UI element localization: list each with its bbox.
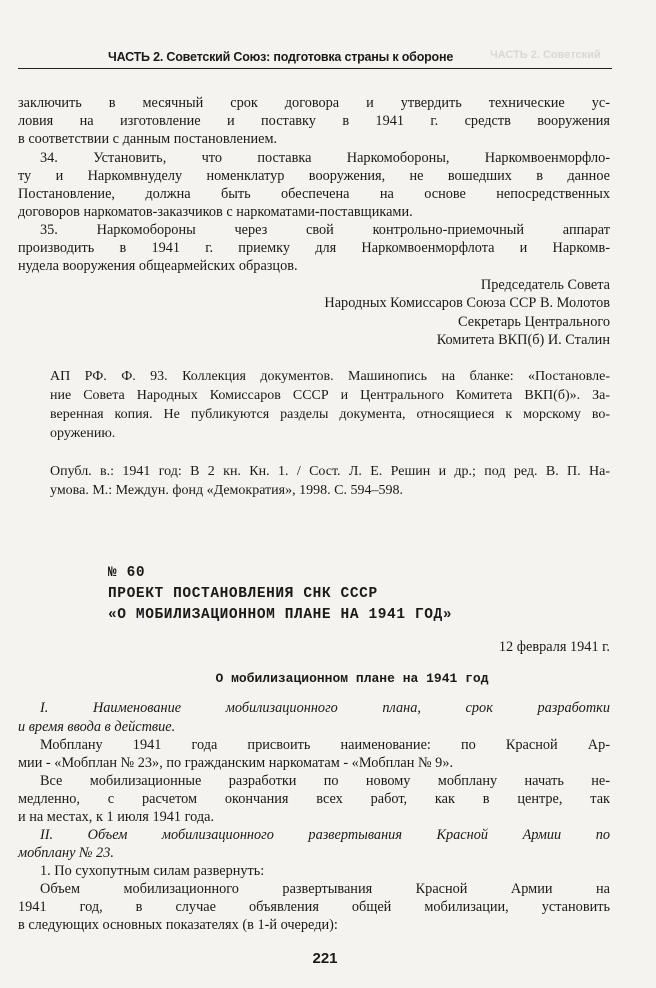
signature-line: Народных Комиссаров Союза ССР В. Молотов bbox=[324, 295, 610, 311]
body-line: Мобплану 1941 года присвоить наименование: по Красной Ар- bbox=[40, 737, 610, 753]
body-line: II. Объем мобилизационного развертывания Красной Армии по bbox=[40, 827, 610, 843]
body-line: медленно, с расчетом окончания всех работ, как в центре, так bbox=[18, 791, 610, 807]
archive-note-line: АП РФ. Ф. 93. Коллекция документов. Машинопись на бланке: «Постановле- bbox=[50, 369, 610, 384]
publication-note-line: Опубл. в.: 1941 год: В 2 кн. Кн. 1. / Сост. Л. Е. Решин и др.; под ред. В. П. На- bbox=[50, 464, 610, 479]
signature-line: Председатель Совета bbox=[480, 277, 610, 293]
document-subtitle: О мобилизационном плане на 1941 год bbox=[215, 671, 489, 686]
running-header: ЧАСТЬ 2. Советский Союз: подготовка страны к обороне bbox=[108, 50, 454, 64]
archive-note-line: оружению. bbox=[50, 426, 116, 441]
document-title-line2: «О МОБИЛИЗАЦИОННОМ ПЛАНЕ НА 1941 ГОД» bbox=[108, 607, 453, 623]
text-line: 34. Установить, что поставка Наркомобороны, Наркомвоенморфло- bbox=[40, 150, 610, 166]
document-title-line1: ПРОЕКТ ПОСТАНОВЛЕНИЯ СНК СССР bbox=[108, 586, 378, 602]
document-date: 12 февраля 1941 г. bbox=[498, 639, 610, 655]
publication-note-line: умова. М.: Междун. фонд «Демократия», 1998. С. 594–598. bbox=[50, 483, 403, 498]
text-line: 35. Наркомобороны через свой контрольно-приемочный аппарат bbox=[40, 222, 610, 238]
body-line: и время ввода в действие. bbox=[18, 719, 176, 735]
body-line: Объем мобилизационного развертывания Красной Армии на bbox=[40, 881, 610, 897]
body-line: мии - «Мобплан № 23», по гражданским наркоматам - «Мобплан № 9». bbox=[18, 755, 454, 771]
archive-note-line: ние Совета Народных Комиссаров СССР и Центрального Комитета ВКП(б)». За- bbox=[50, 388, 610, 403]
body-line: мобплану № 23. bbox=[18, 845, 114, 861]
text-line: Постановление, должна быть обеспечена на основе непосредственных bbox=[18, 186, 610, 202]
text-line: нудела вооружения общеармейских образцов. bbox=[18, 258, 298, 274]
document-number: № 60 bbox=[108, 565, 146, 581]
text-line: ловия на изготовление и поставку в 1941 г. средств вооружения bbox=[18, 113, 610, 129]
text-line: ту и Наркомвнуделу номенклатур вооружения, не вошедших в данное bbox=[18, 168, 610, 184]
signature-line: Комитета ВКП(б) И. Сталин bbox=[436, 332, 610, 348]
body-line: Все мобилизационные разработки по новому мобплану начать не- bbox=[40, 773, 610, 789]
body-line: 1. По сухопутным силам развернуть: bbox=[40, 863, 265, 879]
archive-note-line: веренная копия. Не публикуются разделы документа, относящиеся к морскому во- bbox=[50, 407, 610, 422]
header-rule bbox=[18, 68, 612, 69]
body-line: I. Наименование мобилизационного плана, срок разработки bbox=[40, 700, 610, 716]
signature-line: Секретарь Центрального bbox=[458, 314, 610, 330]
body-line: 1941 год, в случае объявления общей мобилизации, установить bbox=[18, 899, 610, 915]
page-number: 221 bbox=[312, 950, 338, 967]
text-line: производить в 1941 г. приемку для Наркомвоенморфлота и Наркомв- bbox=[18, 240, 610, 256]
body-line: и на местах, к 1 июля 1941 года. bbox=[18, 809, 215, 825]
body-line: в следующих основных показателях (в 1-й очереди): bbox=[18, 917, 338, 933]
bleed-through-text: ЧАСТЬ 2. Советский bbox=[490, 49, 601, 61]
text-line: заключить в месячный срок договора и утвердить технические ус- bbox=[18, 95, 610, 111]
text-line: договоров наркоматов-заказчиков с наркоматами-поставщиками. bbox=[18, 204, 413, 220]
text-line: в соответствии с данным постановлением. bbox=[18, 131, 278, 147]
